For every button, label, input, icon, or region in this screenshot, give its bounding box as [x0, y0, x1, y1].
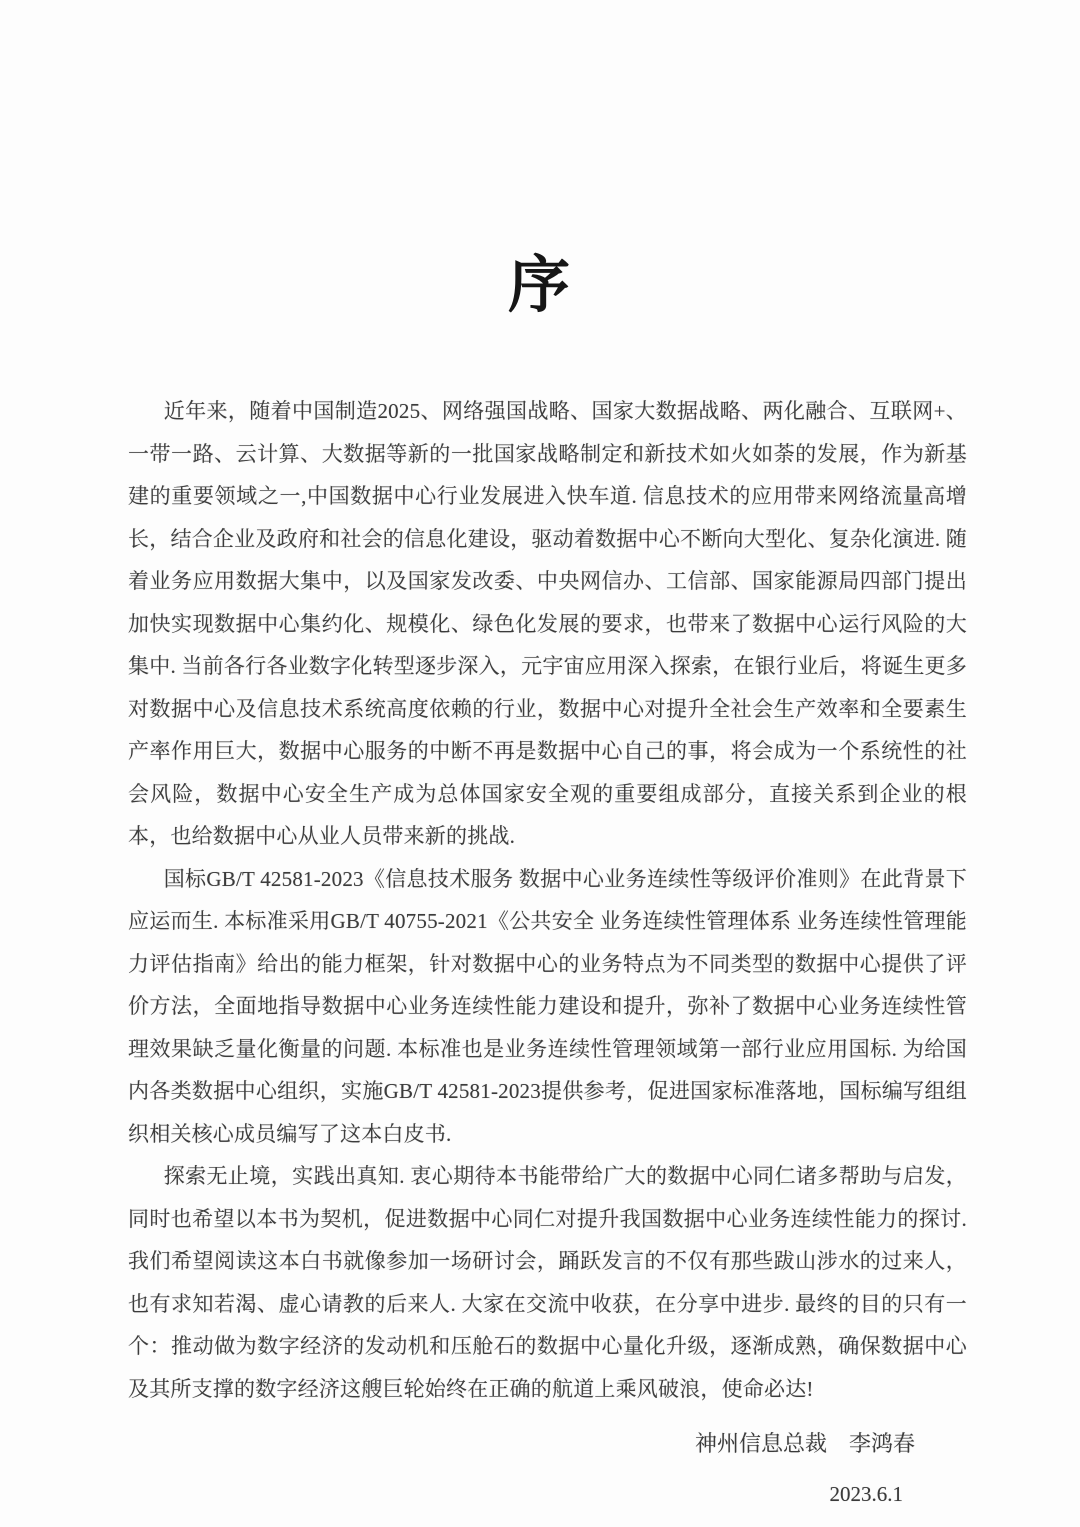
signature-date: 2023.6.1	[829, 1482, 903, 1506]
signature-block	[0, 1422, 1080, 1514]
preface-paragraph-1: 近年来，随着中国制造2025、网络强国战略、国家大数据战略、两化融合、互联网+、一带一路、云计算、大数据等新的一批国家战略制定和新技术如火如荼的发展，作为新基建的重要领域之一,中国数据中心行业发展进入快车道. 信息技术的应用带来网络流量高增长，结合企业及政府和社会的信息化建设，驱动着数据中心不断向大型化、复杂化演进. 随着业务应用数据大集中，以及国家发改委、中央网信办、工信部、国家能源局四部门提出加快实现数据中心集约化、规模化、绿色化发展的要求，也带来了数据中心运行风险的大集中. 当前各行各业数字化转型逐步深入，元宇宙应用深入探索，在银行业后，将诞生更多对数据中心及信息技术系统高度依赖的行业，数据中心对提升全社会生产效率和全要素生产率作用巨大，数据中心服务的中断不再是数据中心自己的事，将会成为一个系统性的社会风险，数据中心安全生产成为总体国家安全观的重要组成部分，直接关系到企业的根本，也给数据中心从业人员带来新的挑战.	[128, 399, 967, 848]
signature-author: 神州信息总裁 李鸿春	[694, 1431, 915, 1456]
preface-body	[0, 390, 1080, 1410]
preface-paragraph-3: 探索无止境，实践出真知. 衷心期待本书能带给广大的数据中心同仁诸多帮助与启发，同时也希望以本书为契机，促进数据中心同仁对提升我国数据中心业务连续性能力的探讨. 我们希望阅读这本白书就像参加一场研讨会，踊跃发言的不仅有那些跋山涉水的过来人，也有求知若渴、虚心请教的后来人. 大家在交流中收获，在分享中进步. 最终的目的只有一个：推动做为数字经济的发动机和压舱石的数据中心量化升级，逐渐成熟，确保数据中心及其所支撑的数字经济这艘巨轮始终在正确的航道上乘风破浪，使命必达!	[128, 1164, 967, 1401]
page-title: 序	[507, 252, 572, 320]
preface-paragraph-2: 国标GB/T 42581-2023《信息技术服务 数据中心业务连续性等级评价准则》在此背景下应运而生. 本标准采用GB/T 40755-2021《公共安全 业务连续性管理体系 业务连续性管理能力评估指南》给出的能力框架，针对数据中心的业务特点为不同类型的数据中心提供了评价方法，全面地指导数据中心业务连续性能力建设和提升，弥补了数据中心业务连续性管理效果缺乏量化衡量的问题. 本标准也是业务连续性管理领域第一部行业应用国标. 为给国内各类数据中心组织，实施GB/T 42581-2023提供参考，促进国家标准落地，国标编写组组织相关核心成员编写了这本白皮书.	[128, 866, 967, 1146]
